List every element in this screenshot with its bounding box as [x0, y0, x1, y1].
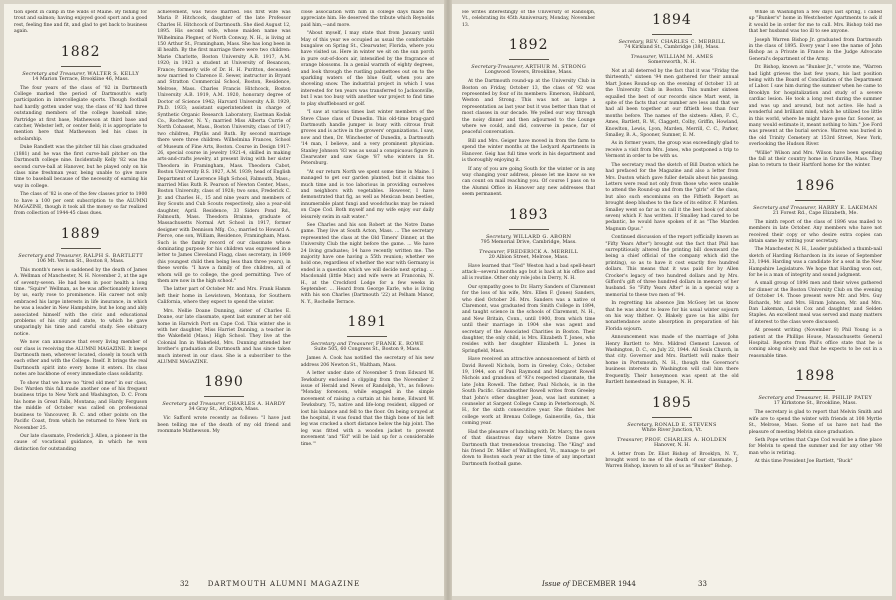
paragraph: Announcement was made of the marriage of John Henry Bartlett to Mrs. Mildred Clement Lawson of Washington, D. C., on July 22, 1944. All Souls Church, in that city. Governor and Mrs. Bartlett will make their home in Portsmouth, N. H., though the Governor's business interests in Washington will call him there frequently. Their honeymoon was spent at the old Bartlett homestead in Sunapee, N. H. [605, 335, 739, 386]
paragraph: This month's news is saddened by the death of James A. Wellman of Manchester, N. H. November 2, at the age of seventy-seven. He had been in poor health a long time. "Squire" Wellman, as he was affectionately known by us, early rose to prominence. His career not only embraced his large interests in life insurance, in which he was a leader in New Hampshire, but he long and ably associated himself with the civic and educational problems of his city and state, to which he gave unsparingly his time and careful study. See obituary notice. [14, 267, 148, 337]
officer-line: Treasurer, FREDERICK A. MERRILL [479, 248, 579, 255]
paragraph: See Charles and his son Robert at the Notre Dame game. They live at South Acton, Mass. ... The secretary represented the class at the Old Timers' Dinner, at the University Club the night before the game. ... We have 24 living graduates; 14 have recently written me. The majority have one having a 55th reunion; whether we hold one, regardless of whether the war with Germany is ended is a question which we will decide next spring. ... Macdonald (little Mac) and wife were at Franconia, N. H., at the Crockford Lodge for a few weeks in September. ... Heard from George Earle, who is living with his son Charles (Dartmouth '22) at Pelham Manor, N. Y., Rochelle Terrace. [300, 223, 434, 305]
paragraph: Duke Randlett was the pitcher till his class graduated (1881) and he was the first curve-ball pitcher on the Dartmouth college nine. Incidentally Kelly '82 was the second curve-ball at Hanover, but he played only on his class nine freshman year, being unable to give more time to baseball because of the necessity of earning his way in college. [14, 145, 148, 189]
paragraph: "About myself, I may state that from January until May of this year we occupied as usual the comfortable bungalow on Spring St., Clearwater, Florida, where you have visited us. Here in winter we sit on the sun porch in pure out-of-doors air, intensified by the fragrance of orange blossoms. In a genial warmth of eighty degrees, and look through the rustling palmettoes out on to the sparkling waters of the blue Gulf, when you are shoveling snow. The industrial project in which I was interested for ten years was transferred to Jacksonville, but I was too busy with another war project to find time to play shuffleboard or golf. [300, 31, 434, 107]
issue-line: Issue of DECEMBER 1944 [542, 580, 636, 588]
officer-line: Secretary and Treasurer, HARRY E. LAKEMAN [753, 204, 878, 211]
left-col-1 [14, 10, 147, 572]
paragraph: Have learned that "Ted" Weston had a bad spell-heart attack—several months ago but is back at his office and all is routine. Other only role jobs in Derry, N. H. [462, 263, 596, 282]
paragraph: A small group of 1896 men and their wives gathered for dinner at the Boston University Club on the evening of October 14. Those present were Mr. and Mrs. Guy Richards, Mr. and Mrs. Hiram Johnson, Mr. and Mrs. Dan Lakeman, Louis Cox and daughter, and Selden Staples. An excellent meal was served and many matters of interest to the class were discussed. [748, 281, 882, 325]
divider [652, 417, 692, 418]
officer-line: Secretary and Treasurer, CHARLES A. HARDY [162, 401, 286, 408]
officer-line: Secretary and Treasurer, RALPH S. BARTLETT [18, 252, 144, 259]
class-year-heading: 1895 [652, 394, 692, 411]
divider [795, 200, 835, 201]
divider [61, 248, 101, 249]
class-year-heading: 1893 [508, 206, 549, 223]
paragraph: A letter from Dr. Eliot Bishop of Brooklyn, N. Y., brought word to me of the death of our classmate, J. Warren Bishop, known to all of us as "Bunker" Bishop. [605, 451, 739, 470]
class-year-heading: 1896 [795, 177, 836, 194]
officer-line: Secretary and Treasurer, H. PHILIP PATEY [758, 395, 873, 402]
intro-text: tion spent in camp in the wilds of Maine. By fishing for trout and salmon; having enjoyed good sport and a good rest, feeling fine and fit, and glad to get back to business again. [14, 10, 148, 35]
page-footer [14, 578, 434, 590]
paragraph: Bill and Mrs. Geiger have moved in from the farm to spend the winter months at the Ledyard Apartments in Hanover. Geig has full time work in his department and is thoroughly enjoying it. [462, 138, 596, 164]
paragraph: Mrs. Nellie Doane Dunning, sister of Charles E. Doane, our late classmate, spent last summer at her old home in Harwich Port on Cape Cod. This winter she is with her daughter, Miss Harriet Dunning, a teacher in the Wakefield (Mass.) High School. They live at the Colonial Inn in Wakefield, Mrs. Dunning attended her brother's graduation at Dartmouth and has since taken much interest in our class. She is a subscriber to the ALUMNI MAGAZINE. [157, 308, 291, 365]
officer-line: Treasurer, WILLIAM M. AMES [630, 54, 714, 60]
class-year-heading: 1882 [60, 43, 101, 60]
paragraph: In regretting his absence Jim McGoey let us know that he was about to leave for his usual winter sojourn on his way thither. Q. Blakely gave us his alibi for nonattendance acute absorption in preparation of his Florida sojourn. [605, 301, 739, 332]
paragraph: Continued discussion of the report (officially known as "Fifty Years After") brought out the fact that Phil has surreptitiously altered the printing bill downward (he being a chief official of the company which did the printing), so as to have it cost exactly five hundred dollars. This means that it was paid for by Allen Crocker's legacy of two hundred dollars and by Mrs. Gifford's gift of three hundred dollars in memory of her husband. So "Fifty Years After" is in a special way a memorial to these two men of '94. [605, 235, 739, 298]
paragraph: At the Dartmouth round-up at the University Club in Boston on Friday, October 13, the class of '92 was represented by four of its members: Emerson, Hubbard, Weston and Strong. This was not as large a representation as last year but it was better than that of most classes in our decade. We yelled our way through the noisy dinner and then adjourned to the Lounge where we could, and did, converse in peace, far of peaceful conversation. [462, 79, 596, 136]
class-year-heading: 1890 [204, 374, 244, 391]
paragraph: While in Washington a few days last spring, I called up "Bunker's" home in Westchester Apartments to ask if it would be in order for me to call. Mrs. Bishop told me that her husband was too ill to see anyone. [748, 10, 882, 35]
intro-text: He writes interestingly of the University of Randolph, Vt., celebrating its 45th Anniversary, Monday, November 13. [462, 10, 596, 28]
officer-address: 795 Memorial Drive, Cambridge, Mass. [480, 239, 577, 245]
right-col-2 [605, 10, 738, 572]
officer-address: 34 Gray St., Arlington, Mass. [188, 407, 260, 413]
officer-address: 21 Forest Rd., Cape Elizabeth, Me. [772, 210, 858, 216]
officer-line: Secretary and Treasurer, FRANK E. ROWE [310, 341, 424, 348]
paragraph: achievement, was twice married. His first wife was Maria P. Hitchcock, daughter of the late Professor Charles H. Hitchcock of Dartmouth. She died August 12, 1895. His second wife, whose maiden name was Wilhelmina Plegner, of North Conway, N. H., is living at 150 Arthur St., Framingham, Mass. She has long been in ill health. By the first marriage there were two children: Marie Charlotte, Boston University A.B. 1917, A.M. 1920; in 1923 a student at University of Besancon, France; formerly wife of Dr. H. H. Puritton, deceased; now married to Clarence E. Sewer, instructor in Bryant and Stratton Commercial School, Boston, Residence, Melrose, Mass. Charles Francis Hitchcock, Boston University A.B. 1919, A.M. 1920, honorary degree of Doctor of Science 1942; Harvard University A.B. 1929, Ph.D. 1933; assistant superintendent in charge of Synthetic Organic Research Laboratory, Eastman Kodak Co., Rochester, N. Y.; married Miss Alberta Currie of North Cohasset, Mass., Boston University, class of 1917; two children, Phyllis and Ruth. By second marriage there were three children: Wilhelmina Frances, School of Museum of Fine Arts, Boston. Course in Design 1917-26, special course in jewelry 1921-4, skilled in making arts-and-crafts jewelry, at present living with her sister Theodora in Framingham, Mass. Theodora Cabot, Boston University B.S. 1927, A.M. 1939; head of English Department of Lawrence High School, Falmouth, Mass.; married Miss Ruth R. Pearson of Newton Center, Mass., Boston University, class of 1928; two sons, Frederick C. Jr. and Charles H., 15 and nine years and members of Boy Scouts and Cub Scouts respectively, also a year-old daughter, April. Residence, 33 Siders Pond Rd., Falmouth, Mass. Theodora Brainne, graduate of Massachusetts Normal Art School in 1917, former designer with Dennison Mfg. Co.; married to Howard A. Pierce, one son, William, Residence, Framingham, Mass. Such is the family record of our classmate whose dominating purpose for his children was expressed in a letter to James Cleveland Flagg, class secretary, in 1909 (his youngest child then being less than three years), in these words: "I have a family of five children, all of whom will go to college, the good permitting. Two of them are now in the high school." [157, 10, 291, 285]
paragraph: Our late classmate, Frederick J. Allen, a pioneer in the cause of vocational guidance, in which he won distinction for outstanding [14, 433, 148, 452]
page-footer [462, 578, 882, 590]
officer-line: Secretary and Treasurer, WALTER S. KELLY [22, 70, 140, 77]
paragraph: "Willie" Wilson and Mrs. Wilson have been spending the fall at their country home in Granville, Mass. They plan to return to their Hartford home for the winter. [748, 150, 882, 169]
officer-address: 74 Kirkland St., Cambridge (38), Mass. [624, 45, 720, 50]
class-year-heading: 1892 [508, 37, 549, 54]
divider [204, 396, 244, 397]
paragraph: Vic Safford wrote recently as follows: "I have just been telling me of the death of my old friend and roommate Mathewson. My [157, 416, 291, 435]
left-page [4, 4, 444, 596]
officer-line: Treasurer, PROF. CHARLES A. HOLDEN [617, 436, 727, 443]
paragraph: "I saw at various times last winter members of the Steve Clase class of Dunedin. This old-time brag-gard Dartmouth handle jumper is busy with citrous fruit groves and is active in the growers' organizations. I saw, now and then, Dr. Winchester of Dunedin, a Dartmouth '14 man, I believe, and a very prominent physician. Stanley Johnson '83 was as usual a conspicuous figure in Clearwater and saw Gage '87 who winters in St. Petersburg. [300, 110, 434, 167]
officer-address: 20 Albion Street, Melrose, Mass. [488, 254, 569, 260]
divider [795, 390, 835, 391]
left-col-2 [157, 10, 290, 572]
paragraph: To show that we have no "tired old men" in our class, Doc Warden this fall made another one of his frequent business trips to New York and Washington, D. C. From his home in Great Falls, Montana; and Hardy Ferguson the middle of October was called on professional business to Vancouver, B. C. and other points on the Pacific Coast, from which he returned to New York on November 25. [14, 380, 148, 431]
divider [652, 34, 692, 35]
paragraph: As in former years, the group was exceedingly glad to receive a visit from Mrs. Jones, who postponed a trip to Vermont in order to be with us. [605, 141, 739, 160]
officer-address: 17 Kirkstone St., Brookline, Mass. [773, 401, 857, 407]
paragraph: We now can announce that every living member of our class is receiving the ALUMNI MAGAZINE. It keeps Dartmouth men, wherever located, closely in touch with each other and with the College. Itself. It brings the real Dartmouth spirit into every home it enters. Its class notes are backbone of every immediate class solidarity. [14, 340, 148, 378]
divider [509, 229, 549, 230]
magazine-title: DARTMOUTH ALUMNI MAGAZINE [207, 580, 361, 588]
paragraph: If any of you are going South for the winter or in any way changing your address, please let me know so we can count on mail reaching you. Of course I pass on to the Alumni Office in Hanover any new addresses that seem permanent. [462, 166, 596, 198]
paragraph: The secretary read the sketch of Bill Duston which he had prefaced for the Magazine and also a letter from Mrs. Duston which gave fuller details about his passing. Letters were read not only from those who were unable to attend the Round-up and from the "girls" of the class, but also such encomiums on the Fiftieth Report as brought deep blushes to the face of its editor. F. Marden. Smalley went so far as to call it the best book (of about seven) which F. has written. If Smalley had cared to be pedantic, he would have spoken of it as "The Marden Magnum Opus." [605, 162, 739, 232]
officer-line: Secretary, WILLARD G. ABORN [485, 233, 572, 240]
paragraph: A letter under date of November 5 from Edward W. Tewksbury enclosed a clipping from the November 2 issue of Herald and News of Randolph, Vt., as follows: "Monday forenoon, while engaged in the simple movement of raising a curtain at his home, Edward W. Tewksbury, 75, native and life-long resident, slipped or lost his balance and fell to the floor. On being x-rayed at the hospital, it was found that the thigh bone of his left leg was cracked a short distance below the hip joint. The leg was fitted with a wooden jacket to prevent movement 'and "Ed" will be laid up for a considerable time.'" [300, 371, 434, 447]
class-year-heading: 1894 [652, 12, 692, 28]
divider [509, 59, 549, 60]
officer-line: Secretary-Treasurer, ARTHUR M. STRONG [471, 64, 587, 71]
class-year-heading: 1898 [795, 368, 836, 385]
officer-address: White River Junction, Vt. [641, 427, 703, 433]
officer-address: Longwood Towers, Brookline, Mass. [484, 70, 573, 76]
paragraph: James A. Cook has notified the secretary of his new address 206 Newton St., Waltham, Mass. [300, 356, 434, 368]
paragraph: close association with him in college days made me appreciate him. He deserved the tribute which Reynolds paid him,—and more. [300, 10, 434, 28]
paragraph: The ninth report of the class of 1896 was mailed to members in late October. Any members who have not received their copy or who desire extra copies can obtain same by writing your secretary. [748, 219, 882, 244]
paragraph: The four years of the class of '82 in Dartmouth College marked the period of Dartmouth's early participation in intercollegiate sports. Though football had hardly gotten under way, the class of '82 had three outstanding members of the college baseball nine; Partridge at first base, Mathewson at third base and catcher, Webster left, or center field; it is appropriate to mention here that Mathewson led his class in scholarship. [14, 85, 148, 142]
paragraph: Seth Pope writes that Cape Cod would be a fine place for Melvin to spend the summer and for any other '98 man who is retiring. [748, 437, 882, 456]
officer-address: 14 Marion Terrace, Brookline 46, Mass. [32, 76, 130, 82]
paragraph: At present writing (November 8) Phil Young is a patient at the Phillips House, Massachusetts General Hospital. Reports from Phil's office state that he is coming along nicely and that he expects to be out in a reasonable time. [748, 328, 882, 359]
officer-line: Secretary, RONALD E. STEVENS [627, 421, 717, 428]
officer-address: Suite 505, 60 Congress St., Boston 9, Mass. [313, 347, 421, 353]
divider [347, 336, 387, 337]
binding-gutter [444, 0, 452, 600]
paragraph: Had the pleasure of lunching with Dr. Marcy, the noon of that disastrous day where Notre Dame gave Dartmouth that tremendous trouncing. The "King" and his friend Dr. Miller of Wallingford, Vt., manage to get down to Boston each year at the time of any important Dartmouth football game. [462, 429, 596, 467]
class-year-heading: 1891 [347, 314, 388, 331]
right-col-3 [749, 10, 882, 572]
paragraph: Not at all deterred by the fact that it was "Friday the thirteenth," sixteen '94 men gathered for their annual Mart Jones Round-up on the evening of October 13 at the University Club in Boston. This number sixteen equalled the best of our records since Mart went, in spite of the facts that our number are less and that we had all been together at our fiftieth less than four months before. The names of the sixteen: Allen, F. C., Ames, Bartlett, R. W., Claggett, Colby, Griffin, Howland, Knowlton, Lewis, Lyon, Marden, Merrill, C. C., Parker, Smalley, B. A., Spooner, Sumner, E. M. [605, 69, 739, 139]
page-number: 33 [698, 580, 707, 588]
officer-address: Somersworth, N. H. [647, 60, 697, 65]
paragraph: Dr. Bishop, known as "Bunker Jr.," wrote me, "Warren had light grieves the last few years, his last position being with the Board of Conciliation of the Department of Labor. I saw him during the summer when he came to Brooklyn for hospitalization and study of a severe cardiac lesion. He took a long rest during the summer and was up and around, but not active. He had a wonderful and brilliant mind, which he utilized too little in this world, where he might have gone far. Sooner, as many would estimate it, meant nothing to him." Joe Ford was present at the burial service. Warren was buried in the old Trinity Cemetery at 153rd Street, New York, overlooking the Hudson River. [748, 65, 882, 148]
officer-address: Hanover, N. H. [653, 442, 691, 448]
paragraph: Our sympathy goes to Dr. Harry Sanders of Claremont for the loss of his wife, Mrs. Ellen F. (Jones) Sanders, who died October 26. Mrs. Sanders was a native of Claremont, was graduated from Smith College in 1894, and taught science in the schools of Claremont, N. H., and New Britain, Conn., until 1900, from which time until their marriage in 1904 she was agent and secretary of the Associated Charities in Boston. Their daughter, the only child, is Mrs. Elizabeth T. Jones, who resides with her daughter Elizabeth L. Jones in Springfield, Mass. [462, 284, 596, 354]
paragraph: The Manchester, N. H., Leader published a thumb-nail sketch of Harding Richardson in its issue of September 23, 1944. Harding was a candidate for a seat in the New Hampshire Legislature. We hope that Harding won out, for he is a man of integrity and sound judgment. [748, 247, 882, 278]
paragraph: At this time President Joe Bartlett, "Buck" [754, 459, 853, 465]
page-number: 32 [180, 580, 189, 588]
right-page [452, 4, 892, 596]
left-col-3 [301, 10, 434, 572]
divider [61, 66, 101, 67]
paragraph: "At our return North we spent some time in Maine. I managed to get our garden planted, but it claims too much time and is too laborious in providing ourselves and neighbors with vegetables. However, I have demonstrated that fig, as well as Mexican bean beetles, innumerable plant fungi and woodchucks may be raised on Cape Cod. Both myself and my wife enjoy our daily leisurely swim in salt water." [300, 169, 434, 220]
paragraph: Joseph Warren Bishop Jr. graduated from Dartmouth in the class of 1895. Every year I see the name of John Bishop as a Private in France in the Judge Advocate General's department of the Army. [748, 37, 882, 62]
paragraph: Have received an attractive announcement of birth of David Rowell Nichols, born in Greeley, Colo.; October 19, 1944, son of Paul Raymond and Margaret Rowell Nichols and grandson of '93's respected classmate, the late John Rowell. The father, Paul Nichols, is in the South Pacific. Grandmother Rowell writes from Greeley that John's other daughter Jean, was last summer, a counselor at Sargent College Camp in Peterborough, N. H., for the sixth consecutive year. She finishes her college work at Brenau College, Gainesville, Ga., this coming year. [462, 357, 596, 427]
officer-address: 106 Mt. Vernon St., Boston 8, Mass. [36, 258, 125, 264]
paragraph: The secretary is glad to report that Melvin Smith and wife are to spend the winter with friends at 108 Myrtle St., Melrose, Mass. Some of us have not had the pleasure of meeting Melvin since graduation. [748, 410, 882, 435]
paragraph: The class of '82 is one of the few classes prior to 1900 to have a 100 per cent subscription to the ALUMNI MAGAZINE, though it took all the money so far realized from collection of 1944-45 class dues. [14, 192, 148, 217]
right-col-1 [462, 10, 595, 572]
class-year-heading: 1889 [60, 225, 101, 242]
paragraph: The latter part of October Mr. and Mrs. Frank Hamm left their home in Lewistown, Montana, for Southern California, where they expect to spend the winter. [157, 287, 291, 306]
officer-line: Secretary, REV. CHARLES C. MERRILL [618, 39, 726, 45]
